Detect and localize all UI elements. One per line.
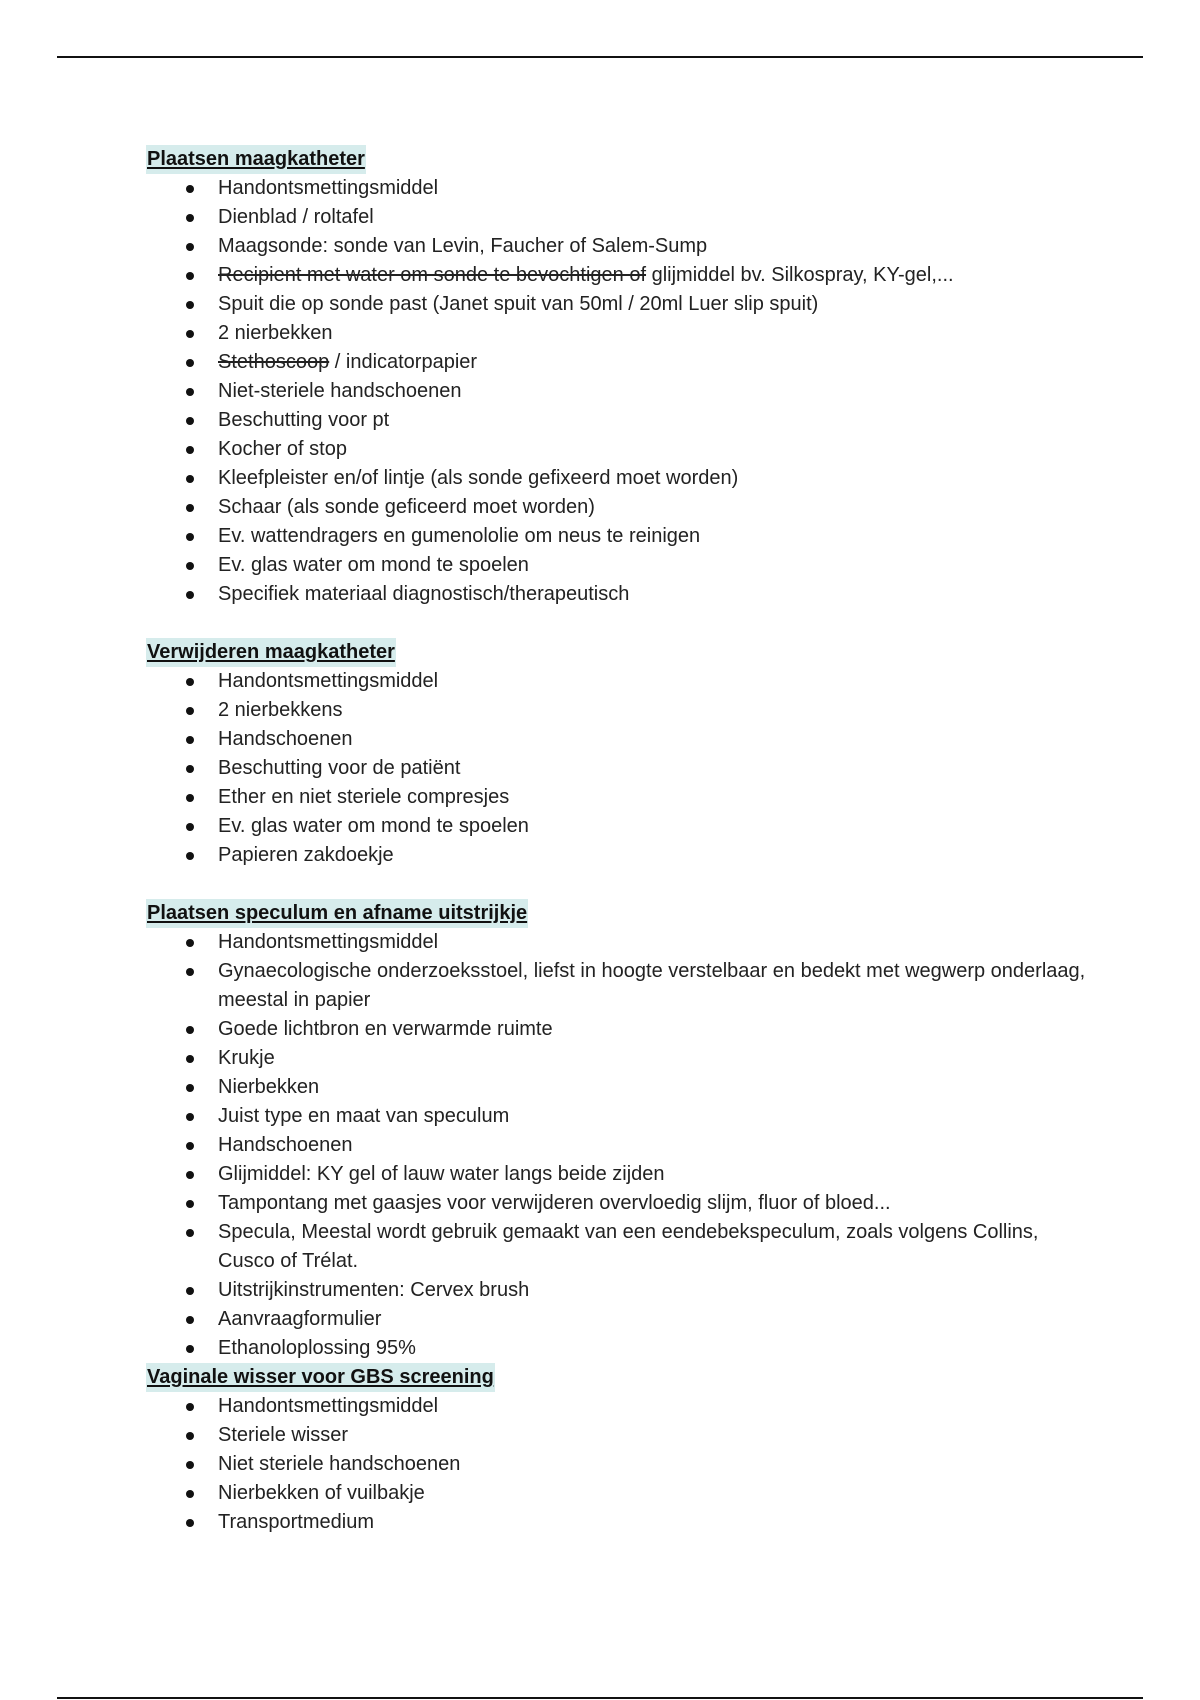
list-item: Beschutting voor de patiënt	[146, 754, 1086, 783]
bullet-icon	[186, 417, 194, 425]
bullet-icon	[186, 968, 194, 976]
list-item: Papieren zakdoekje	[146, 841, 1086, 870]
list-item: Nierbekken	[146, 1073, 1086, 1102]
bullet-icon	[186, 1171, 194, 1179]
bullet-icon	[186, 562, 194, 570]
list-item: Handontsmettingsmiddel	[146, 1392, 1086, 1421]
list-item: Dienblad / roltafel	[146, 203, 1086, 232]
section-heading: Vaginale wisser voor GBS screening	[146, 1363, 495, 1392]
document-body	[146, 145, 1086, 1537]
section-heading: Verwijderen maagkatheter	[146, 638, 396, 667]
list-item: Niet steriele handschoenen	[146, 1450, 1086, 1479]
section-verwijderen-maagkatheter	[146, 638, 1086, 870]
list-item: Goede lichtbron en verwarmde ruimte	[146, 1015, 1086, 1044]
list-item: Handontsmettingsmiddel	[146, 928, 1086, 957]
bullet-icon	[186, 794, 194, 802]
list-item: Specula, Meestal wordt gebruik gemaakt van een eendebekspeculum, zoals volgens Collins, Cusco of Trélat.	[146, 1218, 1086, 1276]
list-item: Kleefpleister en/of lintje (als sonde gefixeerd moet worden)	[146, 464, 1086, 493]
bullet-icon	[186, 707, 194, 715]
item-list	[146, 174, 1086, 609]
list-item: Beschutting voor pt	[146, 406, 1086, 435]
bullet-icon	[186, 1200, 194, 1208]
bullet-icon	[186, 678, 194, 686]
bullet-icon	[186, 1316, 194, 1324]
bullet-icon	[186, 1142, 194, 1150]
list-item: Ev. glas water om mond te spoelen	[146, 812, 1086, 841]
list-item: Niet-steriele handschoenen	[146, 377, 1086, 406]
list-item: Specifiek materiaal diagnostisch/therapeutisch	[146, 580, 1086, 609]
bullet-icon	[186, 1345, 194, 1353]
list-item: Glijmiddel: KY gel of lauw water langs beide zijden	[146, 1160, 1086, 1189]
bullet-icon	[186, 533, 194, 541]
list-item: Transportmedium	[146, 1508, 1086, 1537]
bullet-icon	[186, 388, 194, 396]
list-item: Spuit die op sonde past (Janet spuit van 50ml / 20ml Luer slip spuit)	[146, 290, 1086, 319]
item-list	[146, 667, 1086, 870]
bullet-icon	[186, 1490, 194, 1498]
list-item: Schaar (als sonde geficeerd moet worden)	[146, 493, 1086, 522]
bullet-icon	[186, 214, 194, 222]
bullet-icon	[186, 823, 194, 831]
bullet-icon	[186, 504, 194, 512]
bullet-icon	[186, 1461, 194, 1469]
bullet-icon	[186, 185, 194, 193]
bullet-icon	[186, 765, 194, 773]
list-item: Handontsmettingsmiddel	[146, 667, 1086, 696]
bottom-rule	[57, 1697, 1143, 1699]
bullet-icon	[186, 1432, 194, 1440]
list-item: Kocher of stop	[146, 435, 1086, 464]
list-item: Handontsmettingsmiddel	[146, 174, 1086, 203]
bullet-icon	[186, 475, 194, 483]
bullet-icon	[186, 1055, 194, 1063]
bullet-icon	[186, 1113, 194, 1121]
list-item: Maagsonde: sonde van Levin, Faucher of Salem-Sump	[146, 232, 1086, 261]
bullet-icon	[186, 1287, 194, 1295]
list-item: Ether en niet steriele compresjes	[146, 783, 1086, 812]
bullet-icon	[186, 1403, 194, 1411]
list-item: Handschoenen	[146, 725, 1086, 754]
bullet-icon	[186, 301, 194, 309]
bullet-icon	[186, 1026, 194, 1034]
section-heading: Plaatsen speculum en afname uitstrijkje	[146, 899, 528, 928]
bullet-icon	[186, 591, 194, 599]
bullet-icon	[186, 243, 194, 251]
bullet-icon	[186, 446, 194, 454]
bullet-icon	[186, 1084, 194, 1092]
struck-text: Recipient met water om sonde te bevochtigen of	[218, 264, 647, 286]
item-list	[146, 1392, 1086, 1537]
list-item: Krukje	[146, 1044, 1086, 1073]
list-item: Steriele wisser	[146, 1421, 1086, 1450]
list-item: Recipient met water om sonde te bevochtigen of glijmiddel bv. Silkospray, KY-gel,...	[146, 261, 1086, 290]
list-item: Stethoscoop / indicatorpapier	[146, 348, 1086, 377]
item-list	[146, 928, 1086, 1363]
list-item: 2 nierbekken	[146, 319, 1086, 348]
list-item: Aanvraagformulier	[146, 1305, 1086, 1334]
bullet-icon	[186, 939, 194, 947]
list-item: Ethanoloplossing 95%	[146, 1334, 1086, 1363]
section-plaatsen-maagkatheter	[146, 145, 1086, 609]
bullet-icon	[186, 852, 194, 860]
bullet-icon	[186, 272, 194, 280]
bullet-icon	[186, 736, 194, 744]
bullet-icon	[186, 359, 194, 367]
list-item: Handschoenen	[146, 1131, 1086, 1160]
struck-text: Stethoscoop	[218, 351, 330, 373]
list-item: Gynaecologische onderzoeksstoel, liefst in hoogte verstelbaar en bedekt met wegwerp onderlaag, meestal in papier	[146, 957, 1086, 1015]
list-item: Uitstrijkinstrumenten: Cervex brush	[146, 1276, 1086, 1305]
list-item: Nierbekken of vuilbakje	[146, 1479, 1086, 1508]
list-item: Juist type en maat van speculum	[146, 1102, 1086, 1131]
list-item: Ev. glas water om mond te spoelen	[146, 551, 1086, 580]
top-rule	[57, 56, 1143, 58]
bullet-icon	[186, 330, 194, 338]
bullet-icon	[186, 1229, 194, 1237]
list-item: 2 nierbekkens	[146, 696, 1086, 725]
list-item: Tampontang met gaasjes voor verwijderen overvloedig slijm, fluor of bloed...	[146, 1189, 1086, 1218]
section-vaginale-wisser	[146, 1363, 1086, 1537]
section-heading: Plaatsen maagkatheter	[146, 145, 366, 174]
section-plaatsen-speculum	[146, 899, 1086, 1363]
list-item: Ev. wattendragers en gumenololie om neus te reinigen	[146, 522, 1086, 551]
bullet-icon	[186, 1519, 194, 1527]
